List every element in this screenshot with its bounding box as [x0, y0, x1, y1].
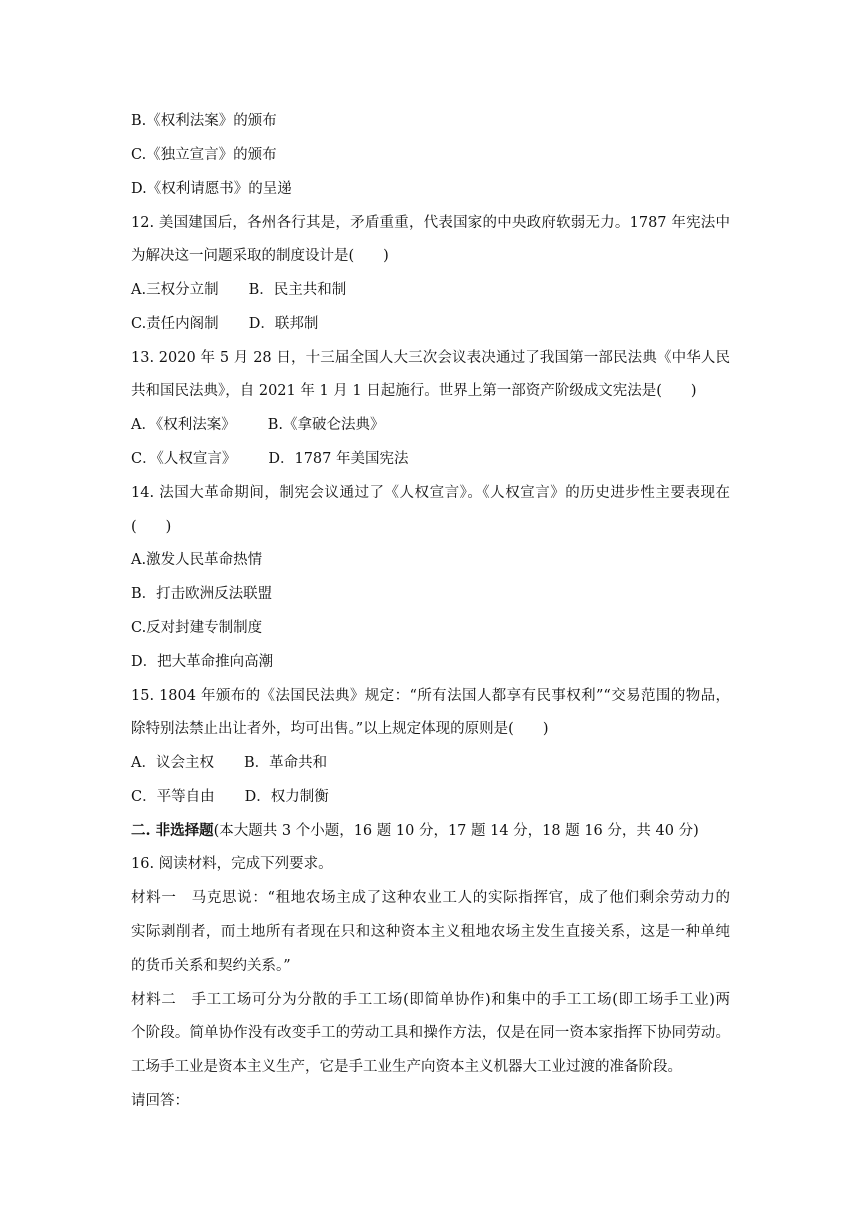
- q14-option-d: D．把大革命推向高潮: [131, 654, 274, 670]
- q15-option-b: B．革命共和: [243, 755, 328, 771]
- q13-option-b: B.《拿破仑法典》: [267, 417, 385, 433]
- q16-material1-line3: 的货币关系和契约关系。”: [131, 958, 291, 974]
- q16-material2-line1: 材料二 手工工场可分为分散的手工工场(即简单协作)和集中的手工工场(即工场手工业)两: [131, 992, 730, 1008]
- q12-option-c: C.责任内阁制: [131, 316, 219, 332]
- q12-option-a: A.三权分立制: [131, 282, 219, 298]
- q16-material2-line2: 个阶段。简单协作没有改变手工的劳动工具和操作方法，仅是在同一资本家指挥下协同劳动。: [131, 1025, 730, 1041]
- q13-option-a: A．《权利法案》: [131, 417, 236, 433]
- q15-options-row2: [131, 787, 329, 807]
- q12-options-row1: [131, 280, 346, 300]
- q16-stem: 16. 阅读材料，完成下列要求。: [131, 856, 333, 872]
- section2-heading-line: [131, 821, 699, 841]
- prev-option-b: B.《权利法案》的颁布: [131, 113, 277, 129]
- q12-option-b: B．民主共和制: [248, 282, 347, 298]
- q15-stem-line1: 15. 1804 年颁布的《法国民法典》规定：“所有法国人都享有民事权利”“交易范围的物品，: [131, 688, 730, 704]
- q13-option-c: C．《人权宣言》: [131, 451, 237, 467]
- q13-options-row1: [131, 415, 385, 435]
- q13-options-row2: [131, 449, 409, 469]
- q16-material1-line2: 实际剥削者，而土地所有者现在只和这种资本主义租地农场主发生直接关系，这是一种单纯: [131, 924, 730, 940]
- prev-option-d: D.《权利请愿书》的呈递: [131, 181, 292, 197]
- q12-option-d: D．联邦制: [248, 316, 319, 332]
- q15-stem-line2: 除特别法禁止出让者外，均可出售。”以上规定体现的原则是( ): [131, 721, 549, 737]
- q12-options-row2: [131, 314, 318, 334]
- q15-option-a: A．议会主权: [131, 755, 214, 771]
- q16-material2-line3: 工场手工业是资本主义生产，它是手工业生产向资本主义机器大工业过渡的准备阶段。: [131, 1059, 682, 1075]
- q13-stem-line1: 13. 2020 年 5 月 28 日，十三届全国人大三次会议表决通过了我国第一部民法典《中华人民: [131, 350, 730, 366]
- q14-option-b: B．打击欧洲反法联盟: [131, 586, 273, 602]
- q12-stem-line2: 为解决这一问题采取的制度设计是( ): [131, 248, 389, 264]
- section2-heading: 二. 非选择题: [131, 822, 214, 839]
- prev-option-c: C.《独立宣言》的颁布: [131, 147, 277, 163]
- q15-option-d: D．权力制衡: [244, 789, 329, 805]
- q12-stem-line1: 12. 美国建国后，各州各行其是，矛盾重重，代表国家的中央政府软弱无力。1787 年宪法中: [131, 215, 730, 231]
- q13-option-d: D．1787 年美国宪法: [268, 451, 409, 467]
- q14-stem-line2: ( ): [131, 519, 172, 535]
- q14-stem-line1: 14. 法国大革命期间，制宪会议通过了《人权宣言》。《人权宣言》的历史进步性主要表现在: [131, 485, 730, 501]
- q15-options-row1: [131, 753, 327, 773]
- q15-option-c: C．平等自由: [131, 789, 215, 805]
- q14-option-a: A.激发人民革命热情: [131, 552, 263, 568]
- q14-option-c: C.反对封建专制制度: [131, 620, 263, 636]
- section2-note: (本大题共 3 个小题，16 题 10 分，17 题 14 分，18 题 16 分，共 40 分): [213, 823, 699, 839]
- q13-stem-line2: 共和国民法典》，自 2021 年 1 月 1 日起施行。世界上第一部资产阶级成文宪法是( ): [131, 383, 697, 399]
- q16-material1-line1: 材料一 马克思说：“租地农场主成了这种农业工人的实际指挥官，成了他们剩余劳动力的: [131, 890, 730, 906]
- q16-prompt: 请回答：: [131, 1093, 189, 1109]
